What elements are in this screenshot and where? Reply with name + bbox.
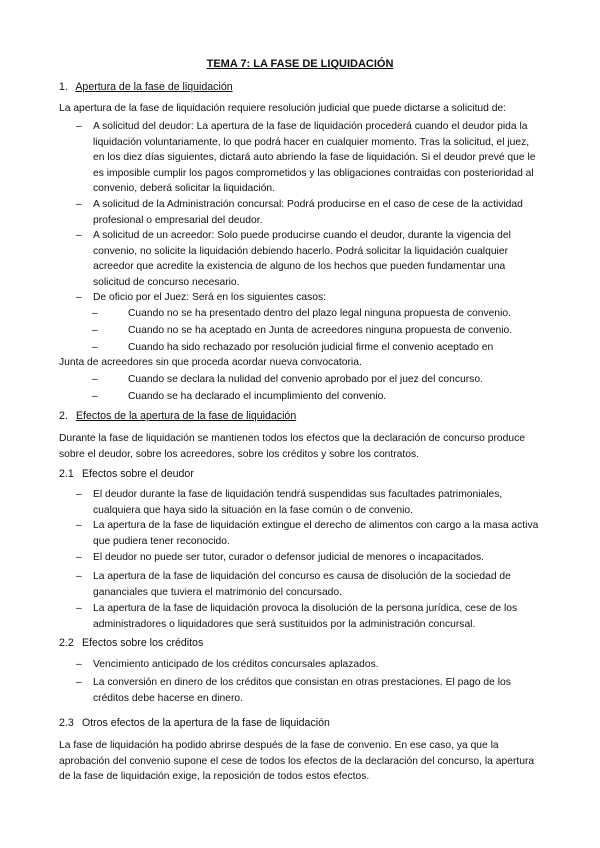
list-item — [76, 550, 542, 566]
section-2-2-title: Efectos sobre los créditos — [81, 637, 204, 649]
section-2-3-title: Otros efectos de la apertura de la fase de liquidación — [81, 717, 330, 729]
sub-list-item-text: Cuando no se ha presentado dentro del plazo legal ninguna propuesta de convenio. — [128, 308, 511, 319]
list-item — [76, 487, 542, 518]
list-item — [76, 657, 542, 673]
dash-bullet: – — [76, 230, 82, 241]
section-2-number: 2. — [59, 410, 68, 422]
sub-list-item-text: Cuando ha sido rechazado por resolución judicial firme el convenio aceptado en — [128, 342, 494, 353]
sub-list-item — [92, 372, 542, 388]
section-2-3-heading — [59, 716, 330, 730]
section-1-intro: La apertura de la fase de liquidación requiere resolución judicial que puede dictarse a solicitud de: — [59, 103, 507, 114]
dash-bullet: – — [76, 552, 82, 563]
dash-bullet: – — [76, 659, 82, 670]
dash-bullet: – — [76, 603, 82, 614]
sub-list-item-continuation: Junta de acreedores sin que proceda acordar nueva convocatoria. — [59, 357, 362, 368]
section-2-2-heading — [59, 636, 203, 650]
list-item-text: La apertura de la fase de liquidación extingue el derecho de alimentos con cargo a la masa activa que pudiera tener reconocido. — [93, 520, 539, 547]
sub-list-item — [92, 323, 542, 339]
section-2-1-heading — [59, 467, 194, 481]
dash-bullet: – — [76, 520, 82, 531]
dash-bullet: – — [92, 374, 98, 385]
section-1-heading — [59, 80, 233, 94]
document-title: TEMA 7: LA FASE DE LIQUIDACIÓN — [206, 58, 394, 70]
dash-bullet: – — [76, 121, 82, 132]
list-item — [76, 197, 542, 228]
section-2-heading — [59, 409, 296, 423]
list-item — [76, 228, 542, 290]
section-2-1-title: Efectos sobre el deudor — [81, 468, 194, 480]
list-item-text: El deudor no puede ser tutor, curador o defensor judicial de menores o incapacitados. — [93, 552, 484, 563]
dash-bullet: – — [92, 308, 98, 319]
section-2-3-text: La fase de liquidación ha podido abrirse después de la fase de convenio. En ese caso, ya que la aprobación del convenio supone el cese de todos los efectos de la declaración del concurso, la apertura de la fase de liquidación exige, la reposición de todos estos efectos. — [59, 740, 535, 782]
section-2-3-number: 2.3 — [59, 717, 74, 729]
dash-bullet: – — [76, 571, 82, 582]
list-item-text: El deudor durante la fase de liquidación tendrá suspendidas sus facultades patrimoniales, cualquiera que haya sido la situación en la fase común o de convenio. — [93, 489, 503, 516]
list-item — [76, 675, 542, 706]
list-item-text: La apertura de la fase de liquidación provoca la disolución de la persona jurídica, cese de los administradores o liquidadores que será sustituidos por la administración concursal. — [93, 603, 518, 630]
sub-list-item — [92, 306, 542, 322]
section-1-title: Apertura de la fase de liquidación — [75, 81, 233, 93]
dash-bullet: – — [76, 292, 82, 303]
section-2-title: Efectos de la apertura de la fase de liquidación — [75, 410, 297, 422]
sub-list-item-text: Cuando se declara la nulidad del convenio aprobado por el juez del concurso. — [128, 374, 483, 385]
list-item — [76, 569, 542, 600]
list-item-text: La apertura de la fase de liquidación del concurso es causa de disolución de la sociedad de gananciales que tuviera el matrimonio del concursado. — [93, 571, 511, 598]
list-item — [76, 290, 542, 306]
section-1-number: 1. — [59, 81, 68, 93]
sub-list-item — [92, 340, 542, 356]
section-2-2-number: 2.2 — [59, 637, 74, 649]
list-item-text: De oficio por el Juez: Será en los siguientes casos: — [93, 292, 326, 303]
section-2-intro: Durante la fase de liquidación se mantienen todos los efectos que la declaración de concurso produce sobre el deudor, sobre los acreedores, sobre los créditos y sobre los contratos. — [59, 433, 525, 460]
list-item — [76, 518, 542, 549]
dash-bullet: – — [92, 391, 98, 402]
sub-list-item — [92, 389, 542, 405]
dash-bullet: – — [92, 342, 98, 353]
list-item-text: A solicitud de un acreedor: Solo puede producirse cuando el deudor, durante la vigencia del convenio, no solicite la liquidación debiendo hacerlo. Podrá solicitar la liquidación cualquier acreedor que acredite la existencia de alguno de los hechos que pueden fundamentar una solicitud de concurso necesario. — [93, 230, 511, 288]
dash-bullet: – — [92, 325, 98, 336]
list-item-text: La conversión en dinero de los créditos que consistan en otras prestaciones. El pago de los créditos debe hacerse en dinero. — [93, 677, 511, 704]
sub-list-item-text: Cuando se ha declarado el incumplimiento del convenio. — [128, 391, 387, 402]
sub-list-item-text: Cuando no se ha aceptado en Junta de acreedores ninguna propuesta de convenio. — [128, 325, 513, 336]
section-2-1-number: 2.1 — [59, 468, 74, 480]
list-item-text: Vencimiento anticipado de los créditos concursales aplazados. — [93, 659, 379, 670]
list-item — [76, 601, 542, 632]
list-item — [76, 119, 542, 197]
dash-bullet: – — [76, 489, 82, 500]
dash-bullet: – — [76, 677, 82, 688]
dash-bullet: – — [76, 199, 82, 210]
list-item-text: A solicitud de la Administración concursal: Podrá producirse en el caso de cese de la actividad profesional o empresarial del deudor. — [93, 199, 523, 226]
list-item-text: A solicitud del deudor: La apertura de la fase de liquidación procederá cuando el deudor pida la liquidación voluntariamente, lo que podrá hacer en cualquier momento. Tras la solicitud, el juez, en los diez días siguientes, dictará auto abriendo la fase de liquidación. Si el deudor prevé que le es imposible cumplir los pagos comprometidos y las obligaciones contraidas con posterioridad al convenio, deberá solicitar la liquidación. — [93, 121, 536, 194]
